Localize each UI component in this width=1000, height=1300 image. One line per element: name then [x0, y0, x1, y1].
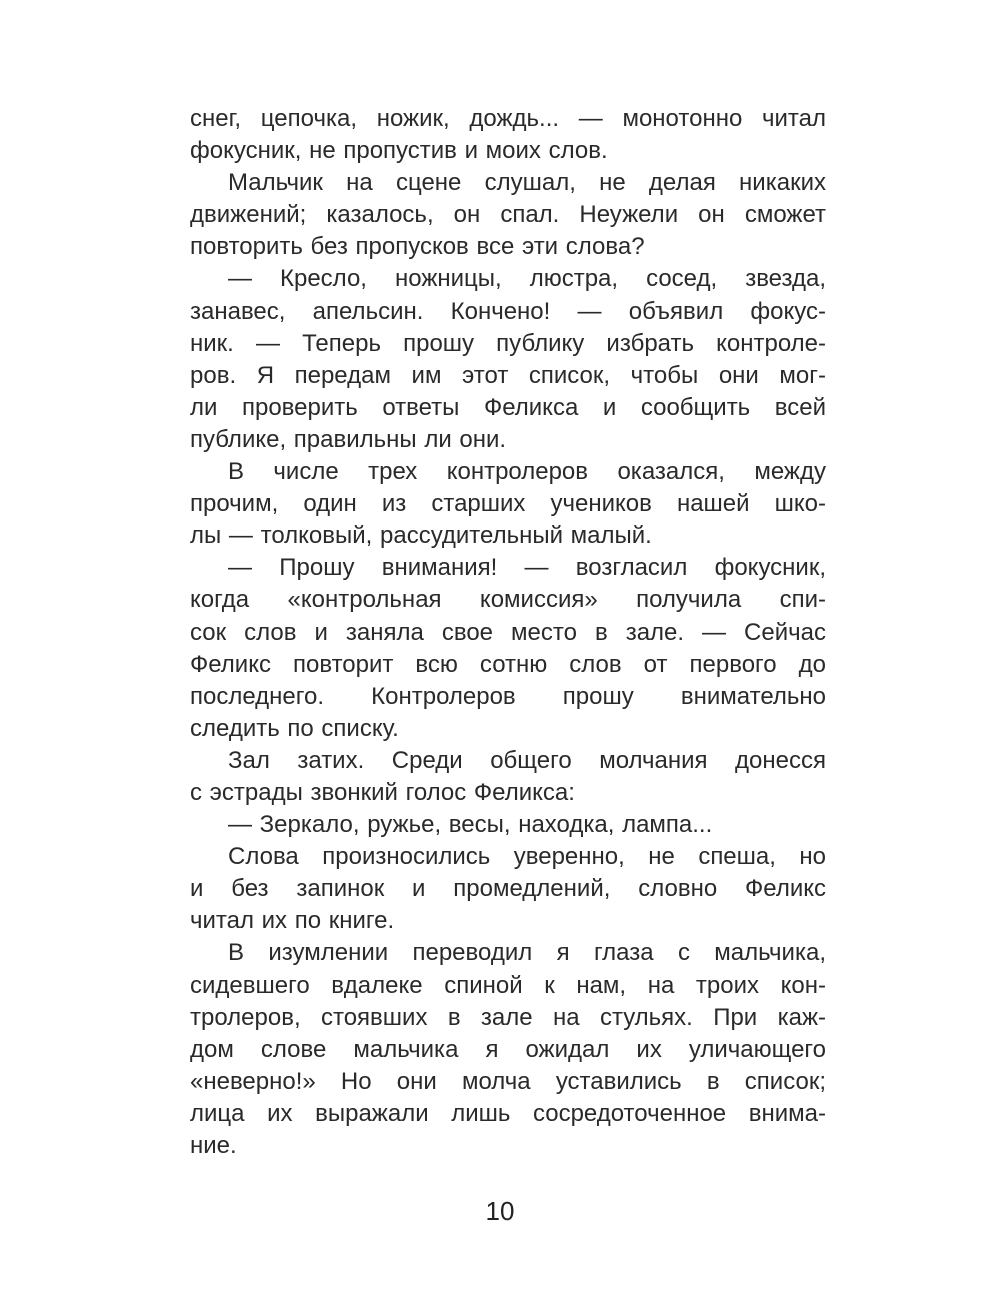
text-line: В изумлении переводил я глаза с мальчика, [228, 939, 826, 967]
text-line: — Зеркало, ружье, весы, находка, лампа... [228, 811, 713, 839]
text-line: тролеров, стоявших в зале на стульях. При каж- [190, 1003, 826, 1031]
text-line: дом слове мальчика я ожидал их уличающего [190, 1035, 826, 1063]
text-line: ли проверить ответы Феликса и сообщить всей [190, 393, 826, 421]
text-line: сок слов и заняла свое место в зале. — Сейчас [190, 618, 826, 646]
text-line: лица их выражали лишь сосредоточенное внима- [190, 1099, 826, 1127]
text-line: — Прошу внимания! — возгласил фокусник, [228, 554, 826, 582]
text-line: ров. Я передам им этот список, чтобы они мог- [190, 361, 826, 389]
text-line: последнего. Контролеров прошу внимательно [190, 682, 826, 710]
text-line: Феликс повторит всю сотню слов от первого до [190, 650, 826, 678]
text-line: Зал затих. Среди общего молчания донесся [228, 746, 826, 774]
text-line: В числе трех контролеров оказался, между [228, 458, 826, 486]
text-line: — Кресло, ножницы, люстра, сосед, звезда, [228, 265, 826, 293]
text-line: когда «контрольная комиссия» получила спи- [190, 586, 826, 614]
text-line: сидевшего вдалеке спиной к нам, на троих кон- [190, 971, 826, 999]
text-line: прочим, один из старших учеников нашей шко- [190, 490, 826, 518]
text-line: занавес, апельсин. Кончено! — объявил фокус- [190, 297, 826, 325]
page-number: 10 [485, 1196, 515, 1226]
text-line: повторить без пропусков все эти слова? [190, 233, 645, 261]
text-line: снег, цепочка, ножик, дождь... — монотонно читал [190, 105, 826, 132]
text-line: фокусник, не пропустив и моих слов. [190, 137, 608, 165]
text-line: «неверно!» Но они молча уставились в список; [190, 1067, 826, 1095]
text-line: следить по списку. [190, 714, 399, 742]
text-line: и без запинок и промедлений, словно Феликс [190, 875, 826, 903]
page-text [190, 103, 826, 1162]
text-line: ник. — Теперь прошу публику избрать контроле- [190, 329, 826, 357]
text-line: публике, правильны ли они. [190, 425, 507, 453]
text-line: Мальчик на сцене слушал, не делая никаких [228, 169, 826, 197]
text-line: Слова произносились уверенно, не спеша, но [228, 843, 826, 871]
text-line: читал их по книге. [190, 907, 395, 935]
text-line: с эстрады звонкий голос Феликса: [190, 778, 575, 806]
text-line: лы — толковый, рассудительный малый. [190, 522, 652, 550]
text-line: движений; казалось, он спал. Неужели он сможет [190, 201, 826, 229]
text-line: ние. [190, 1132, 237, 1159]
